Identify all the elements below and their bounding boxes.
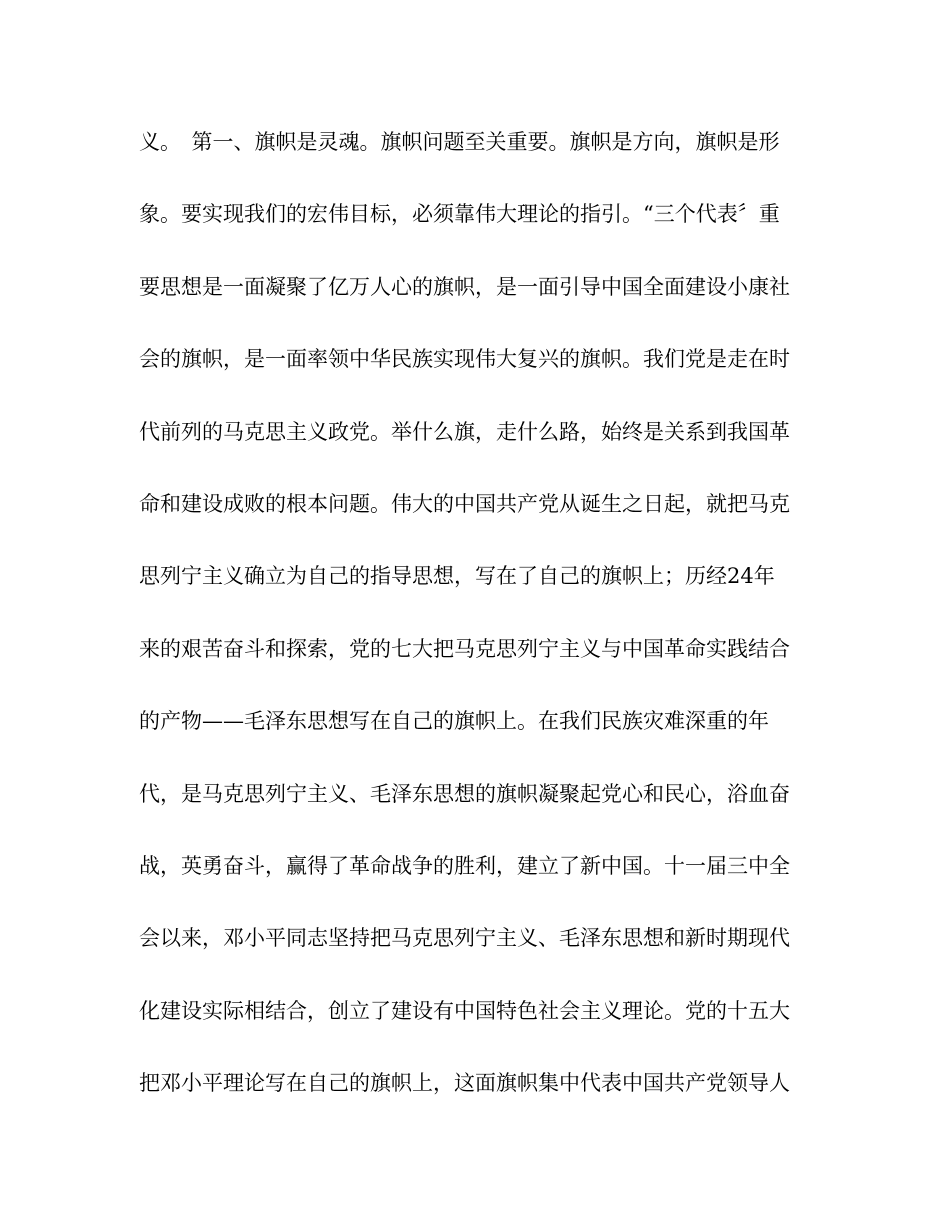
text-line: 代，是马克思列宁主义、毛泽东思想的旗帜凝聚起党心和民心，浴血奋 xyxy=(139,781,790,806)
body-text xyxy=(139,122,829,1135)
text-line: 战，英勇奋斗，赢得了革命战争的胜利，建立了新中国。十一届三中全 xyxy=(139,853,790,878)
text-line: 思列宁主义确立为自己的指导思想，写在了自己的旗帜上；历经24年 xyxy=(139,564,775,589)
text-line: 化建设实际相结合，创立了建设有中国特色社会主义理论。党的十五大 xyxy=(139,998,790,1023)
text-line: 义。 第一、旗帜是灵魂。旗帜问题至关重要。旗帜是方向，旗帜是形 xyxy=(139,130,780,154)
text-line: 的产物——毛泽东思想写在自己的旗帜上。在我们民族灾难深重的年 xyxy=(139,709,769,734)
text-line: 来的艰苦奋斗和探索，党的七大把马克思列宁主义与中国革命实践结合 xyxy=(139,636,790,661)
text-line: 命和建设成败的根本问题。伟大的中国共产党从诞生之日起，就把马克 xyxy=(139,491,790,516)
text-line: 代前列的马克思主义政党。举什么旗，走什么路，始终是关系到我国革 xyxy=(139,419,790,444)
text-line: 象。要实现我们的宏伟目标，必须靠伟大理论的指引。“三个代表〞重 xyxy=(139,202,780,227)
text-line: 要思想是一面凝聚了亿万人心的旗帜，是一面引导中国全面建设小康社 xyxy=(139,274,790,299)
text-line: 会以来，邓小平同志坚持把马克思列宁主义、毛泽东思想和新时期现代 xyxy=(139,926,790,951)
text-line: 会的旗帜，是一面率领中华民族实现伟大复兴的旗帜。我们党是走在时 xyxy=(139,347,790,372)
text-line: 把邓小平理论写在自己的旗帜上，这面旗帜集中代表中国共产党领导人 xyxy=(139,1071,790,1096)
